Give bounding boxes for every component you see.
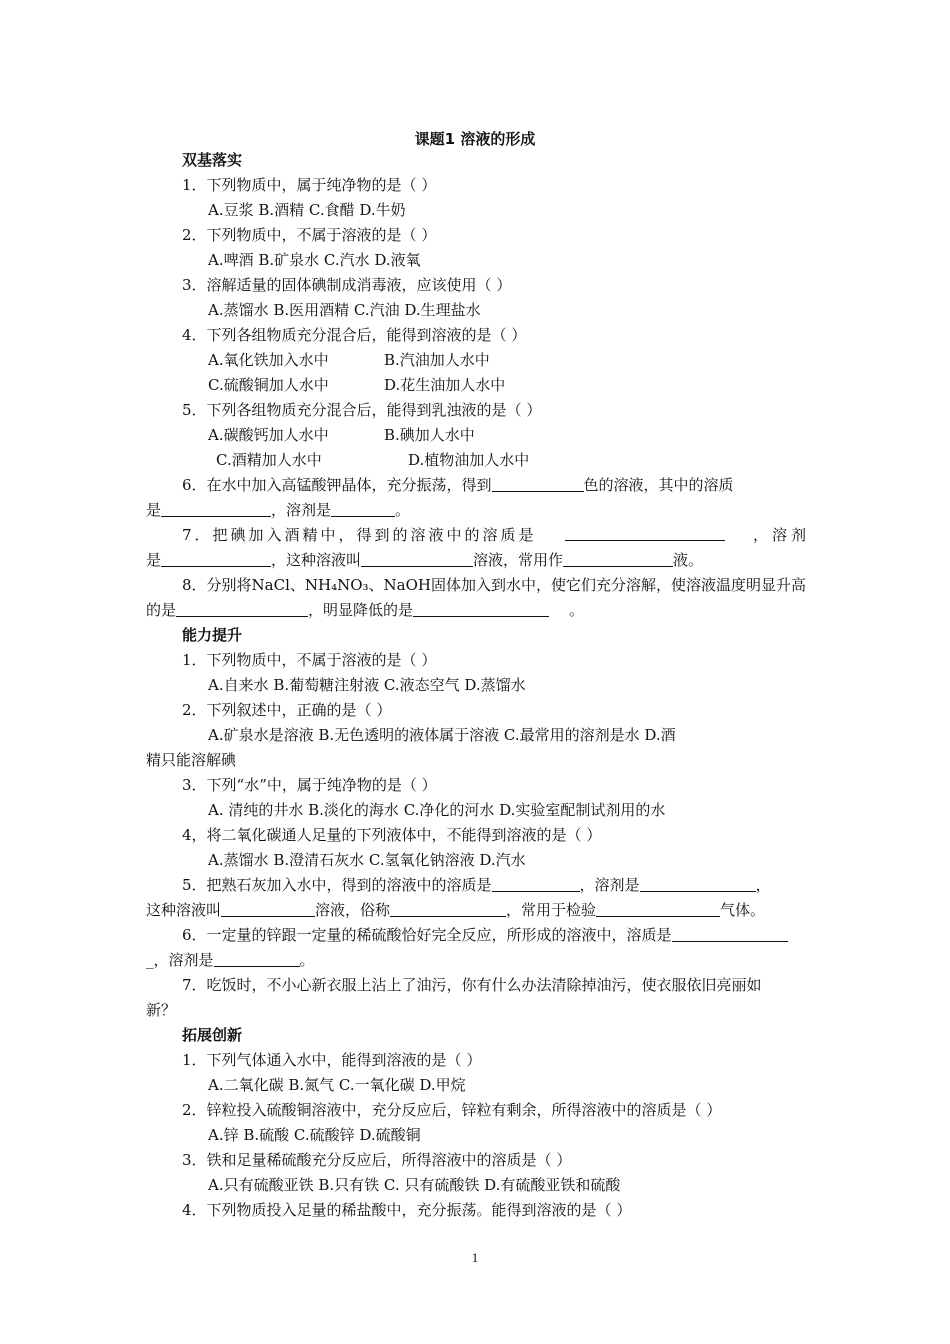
section-heading: 拓展创新 (182, 1026, 243, 1044)
question (182, 475, 810, 495)
question: 2．锌粒投入硫酸铜溶液中，充分反应后，锌粒有剩余，所得溶液中的溶质是（ ） (182, 1101, 722, 1119)
question: 4．下列各组物质充分混合后，能得到溶液的是（ ） (182, 326, 527, 344)
question-text: 是 (146, 501, 162, 519)
question (182, 875, 846, 895)
answer-blank[interactable] (390, 901, 506, 917)
question-text: 6．在水中加入高锰酸钾晶体，充分振荡，得到 (182, 476, 492, 494)
question: 7．吃饭时，不小心新衣服上沾上了油污，你有什么办法清除掉油污，使衣服依旧亮丽如 (182, 976, 762, 994)
answer-blank[interactable] (492, 476, 584, 492)
question-continued (146, 500, 810, 520)
question-continued (146, 900, 810, 920)
question-text: ，溶剂 (752, 526, 810, 544)
question-options: A.二氧化碳 B.氮气 C.一氧化碳 D.甲烷 (208, 1076, 466, 1094)
question-options: A.蒸馏水 B.澄清石灰水 C.氢氧化钠溶液 D.汽水 (208, 851, 526, 869)
question-text: _，溶剂是 (146, 951, 214, 969)
question-text: ， (755, 876, 771, 894)
option: A.碳酸钙加人水中 (208, 426, 329, 444)
question-text: 5．把熟石灰加入水中，得到的溶液中的溶质是 (182, 876, 492, 894)
section-heading: 能力提升 (182, 626, 243, 644)
question-text: ，常用于检验 (506, 901, 597, 919)
question-text: ，溶剂是 (579, 876, 640, 894)
answer-blank[interactable] (413, 601, 549, 617)
question-text: 溶液，常用作 (473, 551, 564, 569)
question: 3．溶解适量的固体碘制成消毒液，应该使用（ ） (182, 276, 512, 294)
question (182, 525, 810, 545)
question: 4．下列物质投入足量的稀盐酸中，充分振荡。能得到溶液的是（ ） (182, 1201, 632, 1219)
question: 8．分别将NaCl、NH₄NO₃、NaOH固体加入到水中，使它们充分溶解，使溶液温度明显升高 (182, 576, 806, 594)
question-options: A.啤酒 B.矿泉水 C.汽水 D.液氧 (208, 251, 421, 269)
question-continued (146, 950, 810, 970)
question-text: 。 (299, 951, 315, 969)
option: D.植物油加人水中 (408, 451, 530, 469)
question-text: 6．一定量的锌跟一定量的稀硫酸恰好完全反应，所形成的溶液中，溶质是 (182, 926, 672, 944)
question-text: 液。 (673, 551, 704, 569)
question-text: 色的溶液，其中的溶质 (583, 476, 734, 494)
question-options: A.自来水 B.葡萄糖注射液 C.液态空气 D.蒸馏水 (208, 676, 526, 694)
question-text: 。 (569, 601, 585, 619)
question: 1．下列物质中，不属于溶液的是（ ） (182, 651, 437, 669)
question-text: ，这种溶液叫 (271, 551, 362, 569)
question-text: ，明显降低的是 (308, 601, 414, 619)
answer-blank[interactable] (563, 551, 673, 567)
answer-blank[interactable] (565, 525, 725, 541)
question-text: 气体。 (720, 901, 766, 919)
answer-blank[interactable] (161, 501, 271, 517)
section-heading: 双基落实 (182, 151, 243, 169)
question: 1．下列物质中，属于纯净物的是（ ） (182, 176, 437, 194)
question-options: A.蒸馏水 B.医用酒精 C.汽油 D.生理盐水 (208, 301, 481, 319)
answer-blank[interactable] (221, 901, 315, 917)
answer-blank[interactable] (596, 901, 720, 917)
answer-blank[interactable] (361, 551, 473, 567)
question-text: 这种溶液叫 (146, 901, 222, 919)
option: A.氧化铁加入水中 (208, 351, 329, 369)
question-text: 。 (395, 501, 411, 519)
answer-blank[interactable] (161, 551, 271, 567)
option: C.酒精加人水中 (216, 451, 322, 469)
question-options (216, 450, 880, 470)
option: B.碘加人水中 (384, 426, 475, 444)
option: D.花生油加人水中 (384, 376, 506, 394)
question: 2．下列叙述中，正确的是（ ） (182, 701, 392, 719)
question-options: A.豆浆 B.酒精 C.食醋 D.牛奶 (208, 201, 406, 219)
question-options: A. 清纯的井水 B.淡化的海水 C.净化的河水 D.实验室配制试剂用的水 (208, 801, 666, 819)
question-continued (146, 600, 810, 620)
question-options: A.矿泉水是溶液 B.无色透明的液体属于溶液 C.最常用的溶剂是水 D.酒 (208, 726, 676, 744)
answer-blank[interactable] (176, 601, 308, 617)
question-text: 7．把碘加入酒精中，得到的溶液中的溶质是 (182, 526, 537, 544)
question: 3．铁和足量稀硫酸充分反应后，所得溶液中的溶质是（ ） (182, 1151, 572, 1169)
answer-blank[interactable] (492, 876, 580, 892)
question-text: 是 (146, 551, 162, 569)
question: 5．下列各组物质充分混合后，能得到乳浊液的是（ ） (182, 401, 542, 419)
question-text: ，溶剂是 (271, 501, 332, 519)
question-continued: 新？ (146, 1001, 177, 1019)
answer-blank[interactable] (640, 876, 756, 892)
question: 1．下列气体通入水中，能得到溶液的是（ ） (182, 1051, 482, 1069)
page-title: 课题1 溶液的形成 (414, 130, 536, 148)
question-text: 溶液，俗称 (315, 901, 391, 919)
question-options (208, 375, 872, 395)
answer-blank[interactable] (331, 501, 395, 517)
question: 4，将二氧化碳通人足量的下列液体中，不能得到溶液的是（ ） (182, 826, 602, 844)
question-options (208, 350, 872, 370)
question: 2．下列物质中，不属于溶液的是（ ） (182, 226, 437, 244)
question-text: 的是 (146, 601, 177, 619)
option: C.硫酸铜加人水中 (208, 376, 329, 394)
answer-blank[interactable] (672, 926, 788, 942)
question-options: A.只有硫酸亚铁 B.只有铁 C. 只有硫酸铁 D.有硫酸亚铁和硫酸 (208, 1176, 621, 1194)
question-options (208, 425, 872, 445)
question-options-continued: 精只能溶解碘 (146, 751, 237, 769)
question-continued (146, 550, 810, 570)
question: 3．下列“水”中，属于纯净物的是（ ） (182, 776, 437, 794)
option: B.汽油加人水中 (384, 351, 490, 369)
page-number: 1 (471, 1250, 479, 1265)
question-options: A.锌 B.硫酸 C.硫酸锌 D.硫酸铜 (208, 1126, 421, 1144)
question (182, 925, 846, 945)
answer-blank[interactable] (214, 951, 300, 967)
